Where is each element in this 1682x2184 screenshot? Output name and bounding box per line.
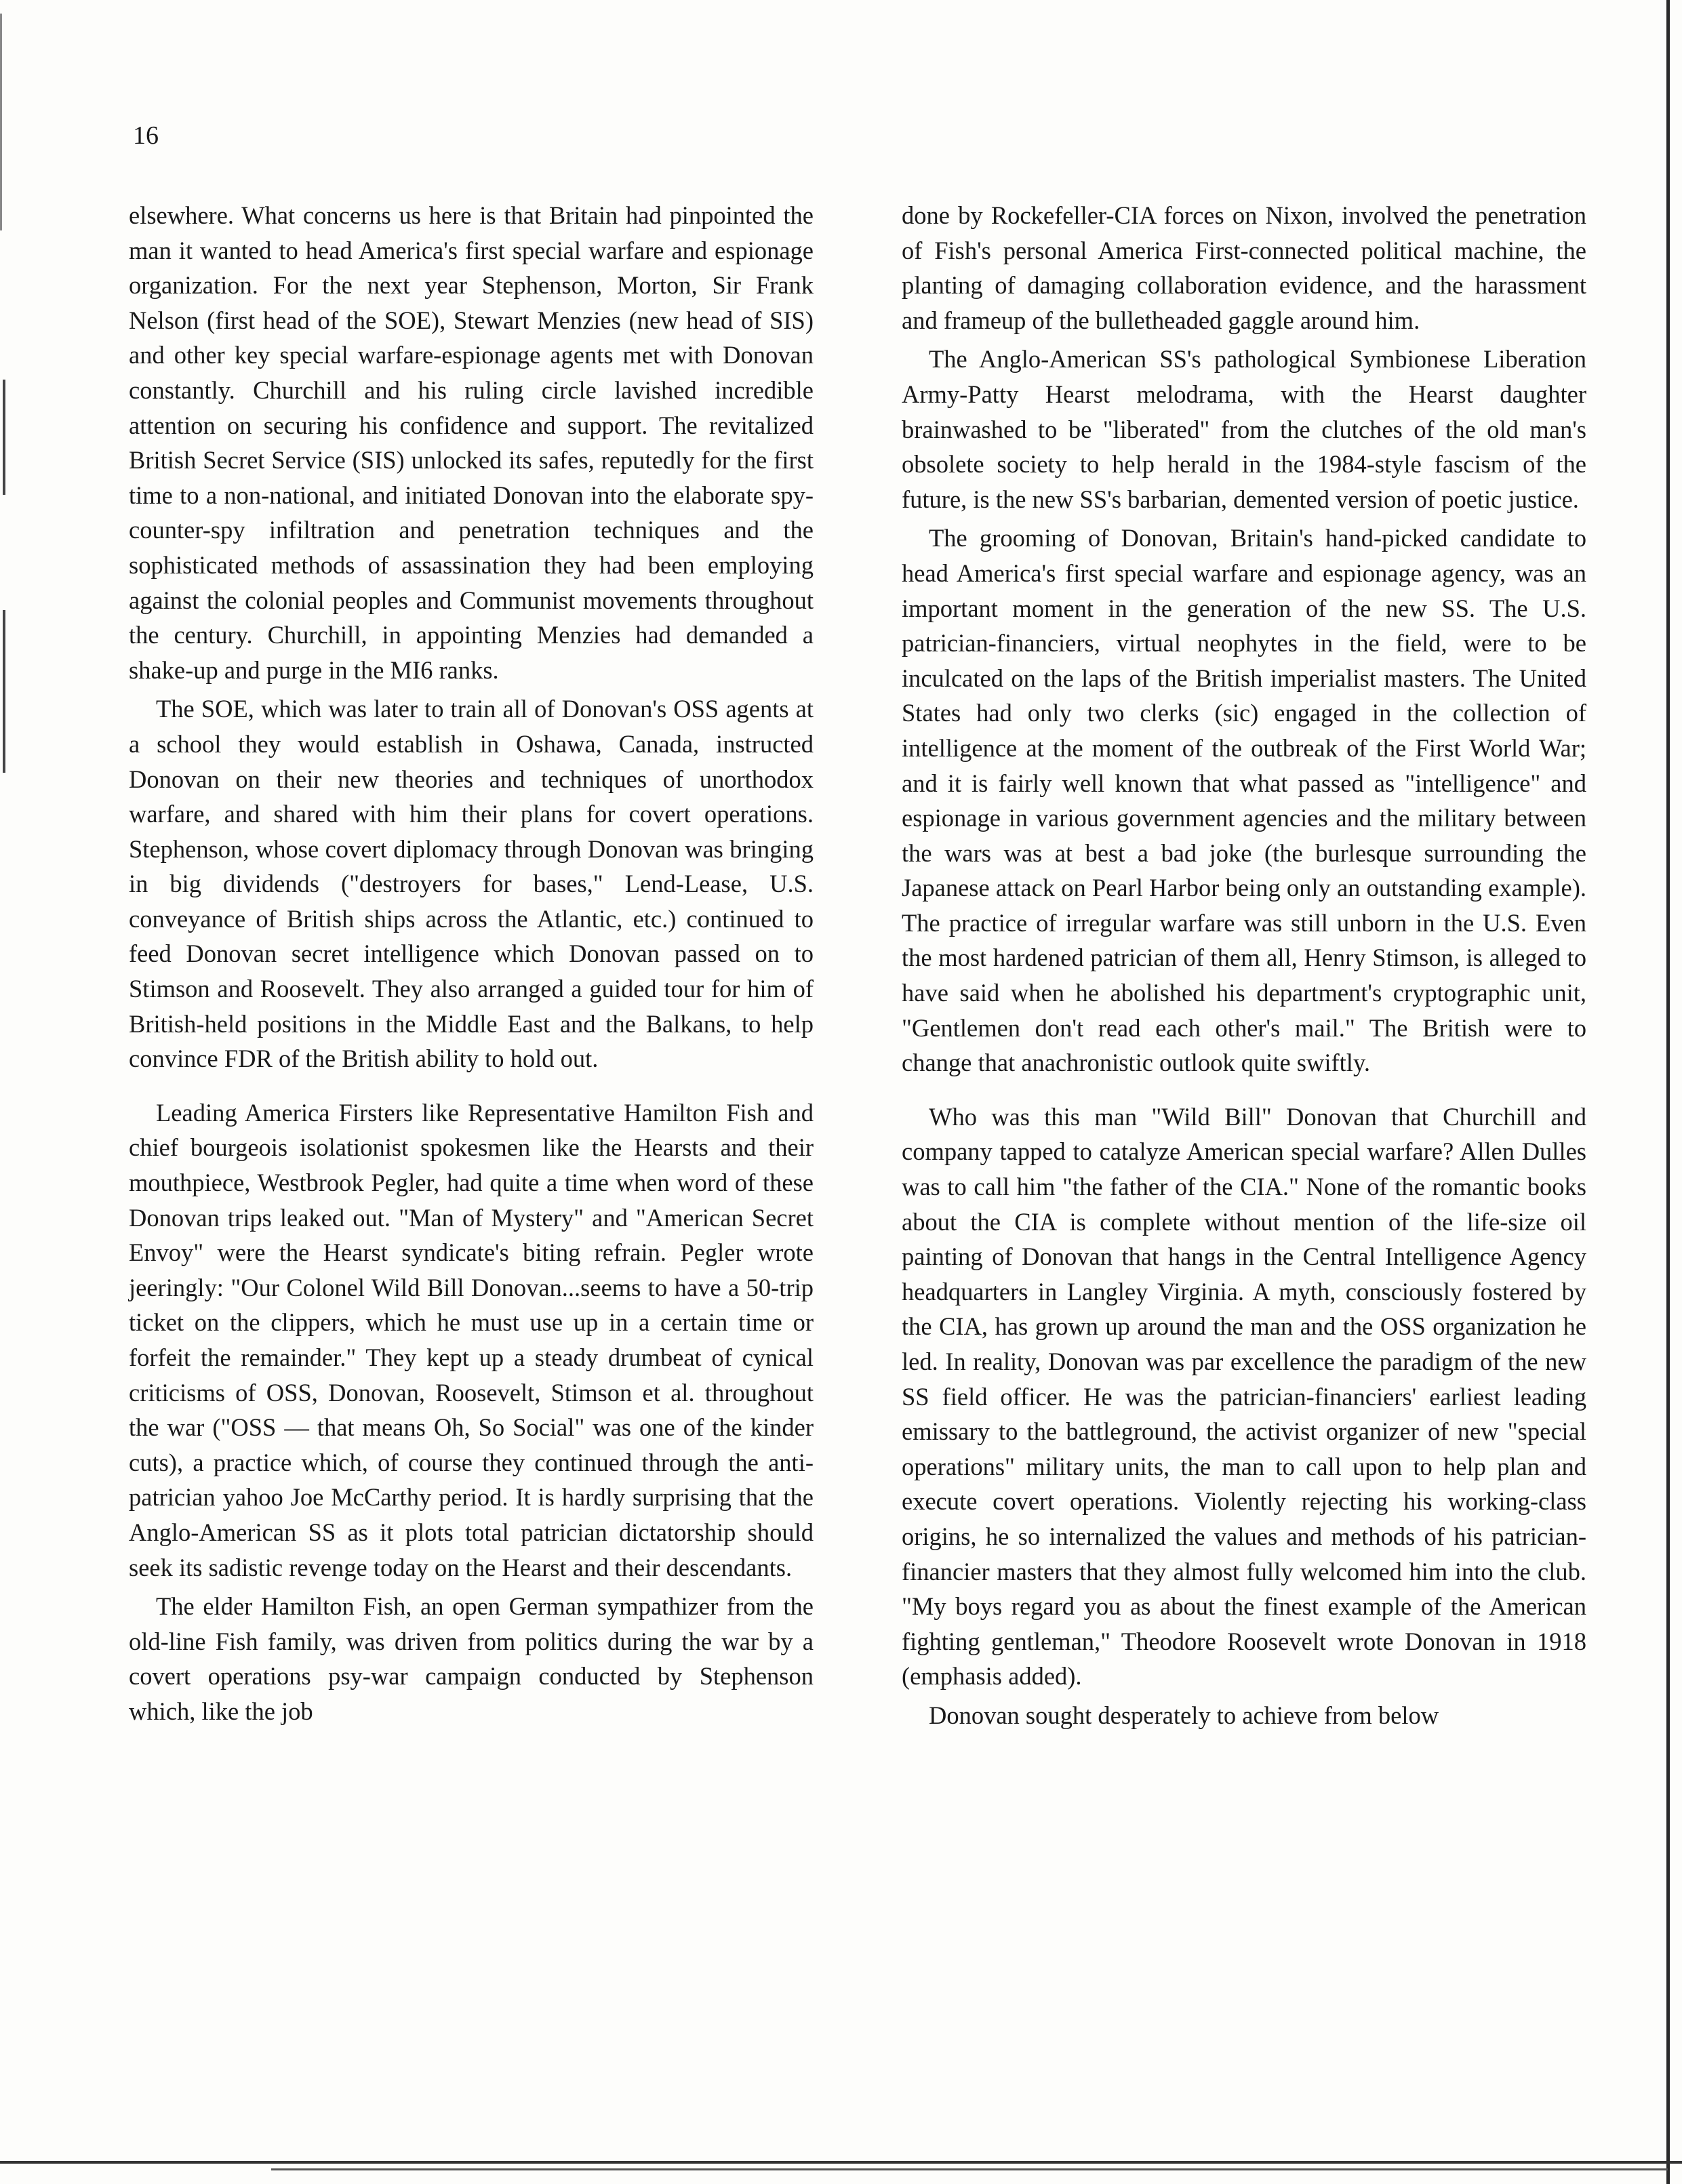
right-column: [902, 198, 1586, 1733]
page-number: 16: [133, 121, 159, 150]
paragraph: done by Rockefeller-CIA forces on Nixon, involved the penetration of Fish's personal America First-connected political machine, the planting of damaging collaboration evidence, and the harassment and frameup of the bulletheaded gaggle around him.: [902, 201, 1586, 334]
scan-mark-left-lower: [3, 610, 5, 773]
scan-edge-right: [1666, 0, 1670, 2184]
paragraph: The Anglo-American SS's pathological Symbionese Liberation Army-Patty Hearst melodrama, with the Hearst daughter brainwashed to be "liberated" from the clutches of the old man's obsolete society to help herald in the 1984-style fascism of the future, is the new SS's barbarian, demented version of poetic justice.: [902, 345, 1586, 513]
paragraph: The elder Hamilton Fish, an open German sympathizer from the old-line Fish family, was driven from politics during the war by a covert operations psy-war campaign conducted by Stephenson which, like the job: [129, 1592, 814, 1725]
paragraph: The grooming of Donovan, Britain's hand-picked candidate to head America's first special warfare and espionage agency, was an important moment in the generation of the new SS. The U.S. patrician-financiers, virtual neophytes in the field, were to be inculcated on the laps of the British imperialist masters. The United States had only two clerks (sic) engaged in the collection of intelligence at the moment of the outbreak of the First World War; and it is fairly well known that what passed as "intelligence" and espionage in various government agencies and the military between the wars was at best a bad joke (the burlesque surrounding the Japanese attack on Pearl Harbor being only an outstanding example). The practice of irregular warfare was still unborn in the U.S. Even the most hardened patrician of them all, Henry Stimson, is alleged to have said when he abolished his department's cryptographic unit, "Gentlemen don't read each other's mail." The British were to change that anachronistic outlook quite swiftly.: [902, 524, 1586, 1077]
scan-edge-bottom: [0, 2161, 1682, 2164]
scan-edge-left: [0, 14, 9, 230]
paragraph: Who was this man "Wild Bill" Donovan that Churchill and company tapped to catalyze American special warfare? Allen Dulles was to call him "the father of the CIA." None of the romantic books about the CIA is complete without mention of the life-size oil painting of Donovan that hangs in the Central Intelligence Agency headquarters in Langley Virginia. A myth, consciously fostered by the CIA, has grown up around the man and the OSS organization he led. In reality, Donovan was par excellence the paradigm of the new SS field officer. He was the patrician-financiers' earliest leading emissary to the battleground, the activist organizer of new "special operations" military units, the man to call upon to help plan and execute covert operations. Violently rejecting his working-class origins, he so internalized the values and methods of his patrician-financier masters that they almost fully welcomed him into the club. "My boys regard you as about the finest example of the American fighting gentleman," Theodore Roosevelt wrote Donovan in 1918 (emphasis added).: [902, 1102, 1586, 1691]
scan-mark-left: [3, 380, 5, 495]
left-column: [129, 198, 814, 1729]
paragraph: elsewhere. What concerns us here is that Britain had pinpointed the man it wanted to head America's first special warfare and espionage organization. For the next year Stephenson, Morton, Sir Frank Nelson (first head of the SOE), Stewart Menzies (new head of SIS) and other key special warfare-espionage agents met with Donovan constantly. Churchill and his ruling circle lavished incredible attention on securing his confidence and support. The revitalized British Secret Service (SIS) unlocked its safes, reputedly for the first time to a non-national, and initiated Donovan into the elaborate spy-counter-spy infiltration and penetration techniques and the sophisticated methods of assassination they had been employing against the colonial peoples and Communist movements throughout the century. Churchill, in appointing Menzies had demanded a shake-up and purge in the MI6 ranks.: [129, 201, 814, 684]
paragraph: The SOE, which was later to train all of Donovan's OSS agents at a school they would establish in Oshawa, Canada, instructed Donovan on their new theories and techniques of unorthodox warfare, and shared with him their plans for covert operations. Stephenson, whose covert diplomacy through Donovan was bringing in big dividends ("destroyers for bases," Lend-Lease, U.S. conveyance of British ships across the Atlantic, etc.) continued to feed Donovan secret intelligence which Donovan passed on to Stimson and Roosevelt. They also arranged a guided tour for him of British-held positions in the Middle East and the Balkans, to help convince FDR of the British ability to hold out.: [129, 695, 814, 1073]
paragraph: Donovan sought desperately to achieve from below: [929, 1701, 1439, 1729]
paragraph: Leading America Firsters like Representative Hamilton Fish and chief bourgeois isolationist spokesmen like the Hearsts and their mouthpiece, Westbrook Pegler, had quite a time when word of these Donovan trips leaked out. "Man of Mystery" and "American Secret Envoy" were the Hearst syndicate's biting refrain. Pegler wrote jeeringly: "Our Colonel Wild Bill Donovan...seems to have a 50-trip ticket on the clippers, which he must use up in a certain time or forfeit the remainder." They kept up a steady drumbeat of cynical criticisms of OSS, Donovan, Roosevelt, Stimson et al. throughout the war ("OSS — that means Oh, So Social" was one of the kinder cuts), a practice which, of course they continued through the anti-patrician yahoo Joe McCarthy period. It is hardly surprising that the Anglo-American SS as it plots total patrician dictatorship should seek its sadistic revenge today on the Hearst and their descendants.: [129, 1098, 814, 1581]
scan-edge-bottom-secondary: [271, 2168, 1668, 2170]
